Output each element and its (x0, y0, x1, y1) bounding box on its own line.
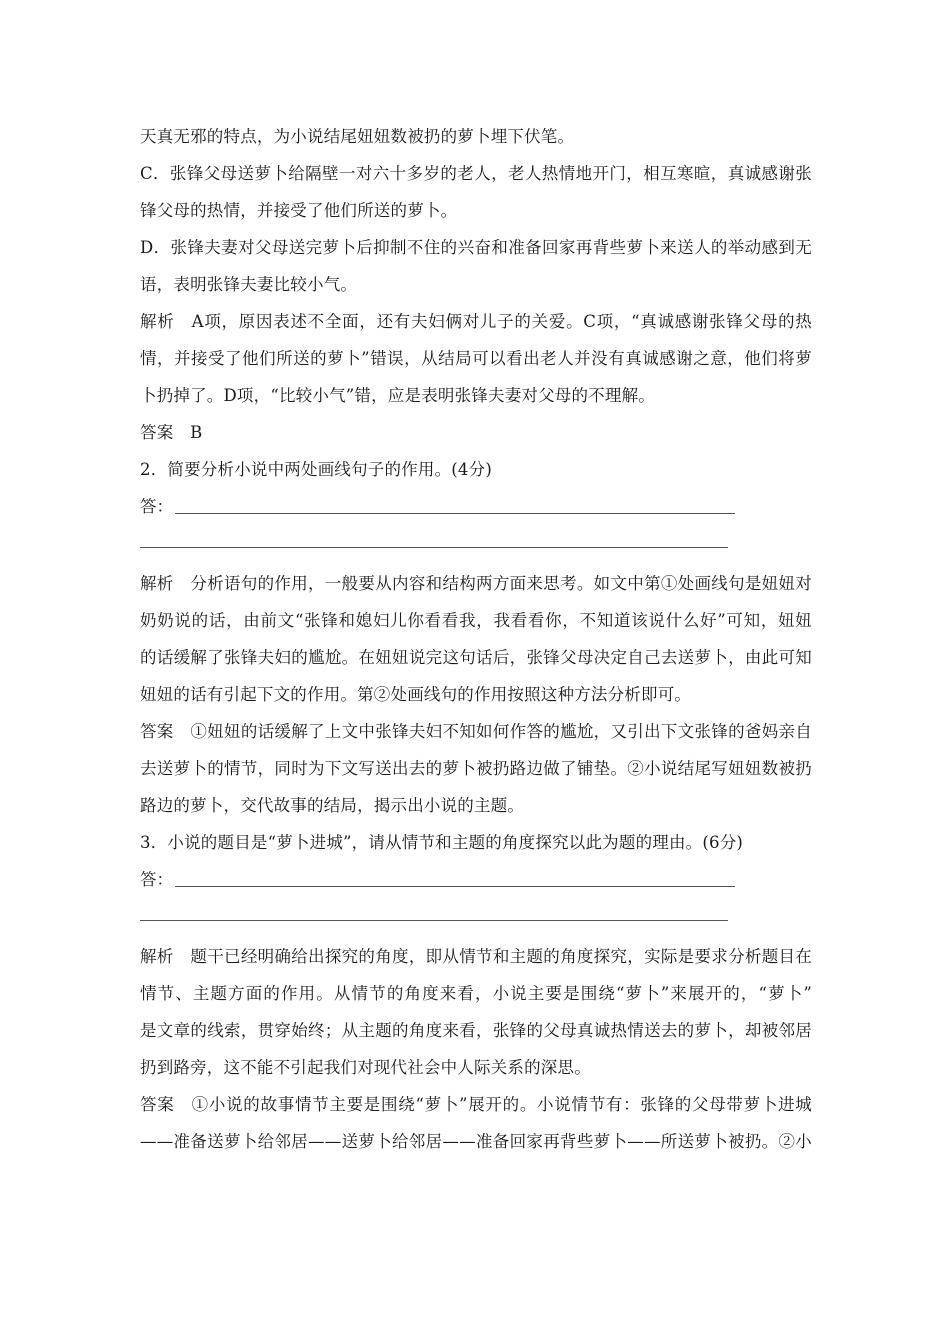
q3-answer-line: 答案 ①小说的故事情节主要是围绕“萝卜”展开的。小说情节有：张锋的父母带萝卜进城 (140, 1095, 812, 1114)
q1-analysis-line: 情，并接受了他们所送的萝卜”错误，从结局可以看出老人并没有真诚感谢之意，他们将萝 (140, 349, 812, 368)
option-c-line: 锋父母的热情，并接受了他们所送的萝卜。 (140, 201, 458, 220)
answer-field-q2[interactable] (140, 488, 812, 525)
q2-analysis-line: 解析 分析语句的作用，一般要从内容和结构两方面来思考。如文中第①处画线句是妞妞对 (140, 574, 812, 593)
answer-blank-line-q2[interactable] (140, 525, 812, 565)
answer-underline (175, 501, 735, 514)
q2-analysis-line: 的话缓解了张锋夫妇的尴尬。在妞妞说完这句话后，张锋父母决定自己去送萝卜，由此可知 (140, 648, 812, 667)
q2-answer-line: 答案 ①妞妞的话缓解了上文中张锋夫妇不知如何作答的尴尬，又引出下文张锋的爸妈亲自 (140, 722, 812, 741)
document-body (140, 118, 812, 1160)
q1-analysis-line: 解析 A项，原因表述不全面，还有夫妇俩对儿子的关爱。C项，“真诚感谢张锋父母的热 (140, 312, 812, 331)
answer-underline (140, 547, 728, 548)
q2-answer-line: 去送萝卜的情节，同时为下文写送出去的萝卜被扔路边做了铺垫。②小说结尾写妞妞数被扔 (140, 759, 812, 778)
q2-analysis-line: 妞妞的话有引起下文的作用。第②处画线句的作用按照这种方法分析即可。 (140, 685, 692, 704)
question-3: 3．小说的题目是“萝卜进城”，请从情节和主题的角度探究以此为题的理由。(6分) (140, 833, 744, 852)
q1-answer-line: 答案 B (140, 423, 203, 442)
option-c-line: C．张锋父母送萝卜给隔壁一对六十多岁的老人，老人热情地开门，相互寒暄，真诚感谢张 (140, 164, 812, 183)
question-2: 2．简要分析小说中两处画线句子的作用。(4分) (140, 460, 492, 479)
q2-analysis-line: 奶奶说的话，由前文“张锋和媳妇儿你看看我，我看看你，不知道该说什么好”可知，妞妞 (140, 611, 812, 630)
q3-analysis-line: 扔到路旁，这不能不引起我们对现代社会中人际关系的深思。 (140, 1058, 591, 1077)
q2-answer-line: 路边的萝卜，交代故事的结局，揭示出小说的主题。 (140, 796, 525, 815)
text-line: 天真无邪的特点，为小说结尾妞妞数被扔的萝卜埋下伏笔。 (140, 127, 575, 146)
q3-analysis-line: 解析 题干已经明确给出探究的角度，即从情节和主题的角度探究，实际是要求分析题目在 (140, 947, 812, 966)
answer-field-q3[interactable] (140, 861, 812, 898)
q3-answer-line: ——准备送萝卜给邻居——送萝卜给邻居——准备回家再背些萝卜——所送萝卜被扔。②小 (140, 1132, 812, 1151)
answer-label: 答： (140, 497, 173, 516)
answer-blank-line-q3[interactable] (140, 898, 812, 938)
answer-label: 答： (140, 870, 173, 889)
option-d-line: D．张锋夫妻对父母送完萝卜后抑制不住的兴奋和准备回家再背些萝卜来送人的举动感到无 (140, 238, 812, 257)
q3-analysis-line: 是文章的线索，贯穿始终；从主题的角度来看，张锋的父母真诚热情送去的萝卜，却被邻居 (140, 1021, 812, 1040)
q3-analysis-line: 情节、主题方面的作用。从情节的角度来看，小说主要是围绕“萝卜”来展开的，“萝卜” (140, 984, 812, 1003)
option-d-line: 语，表明张锋夫妻比较小气。 (140, 275, 358, 294)
answer-underline (175, 874, 735, 887)
answer-underline (140, 920, 728, 921)
q1-analysis-line: 卜扔掉了。D项，“比较小气”错，应是表明张锋夫妻对父母的不理解。 (140, 386, 655, 405)
